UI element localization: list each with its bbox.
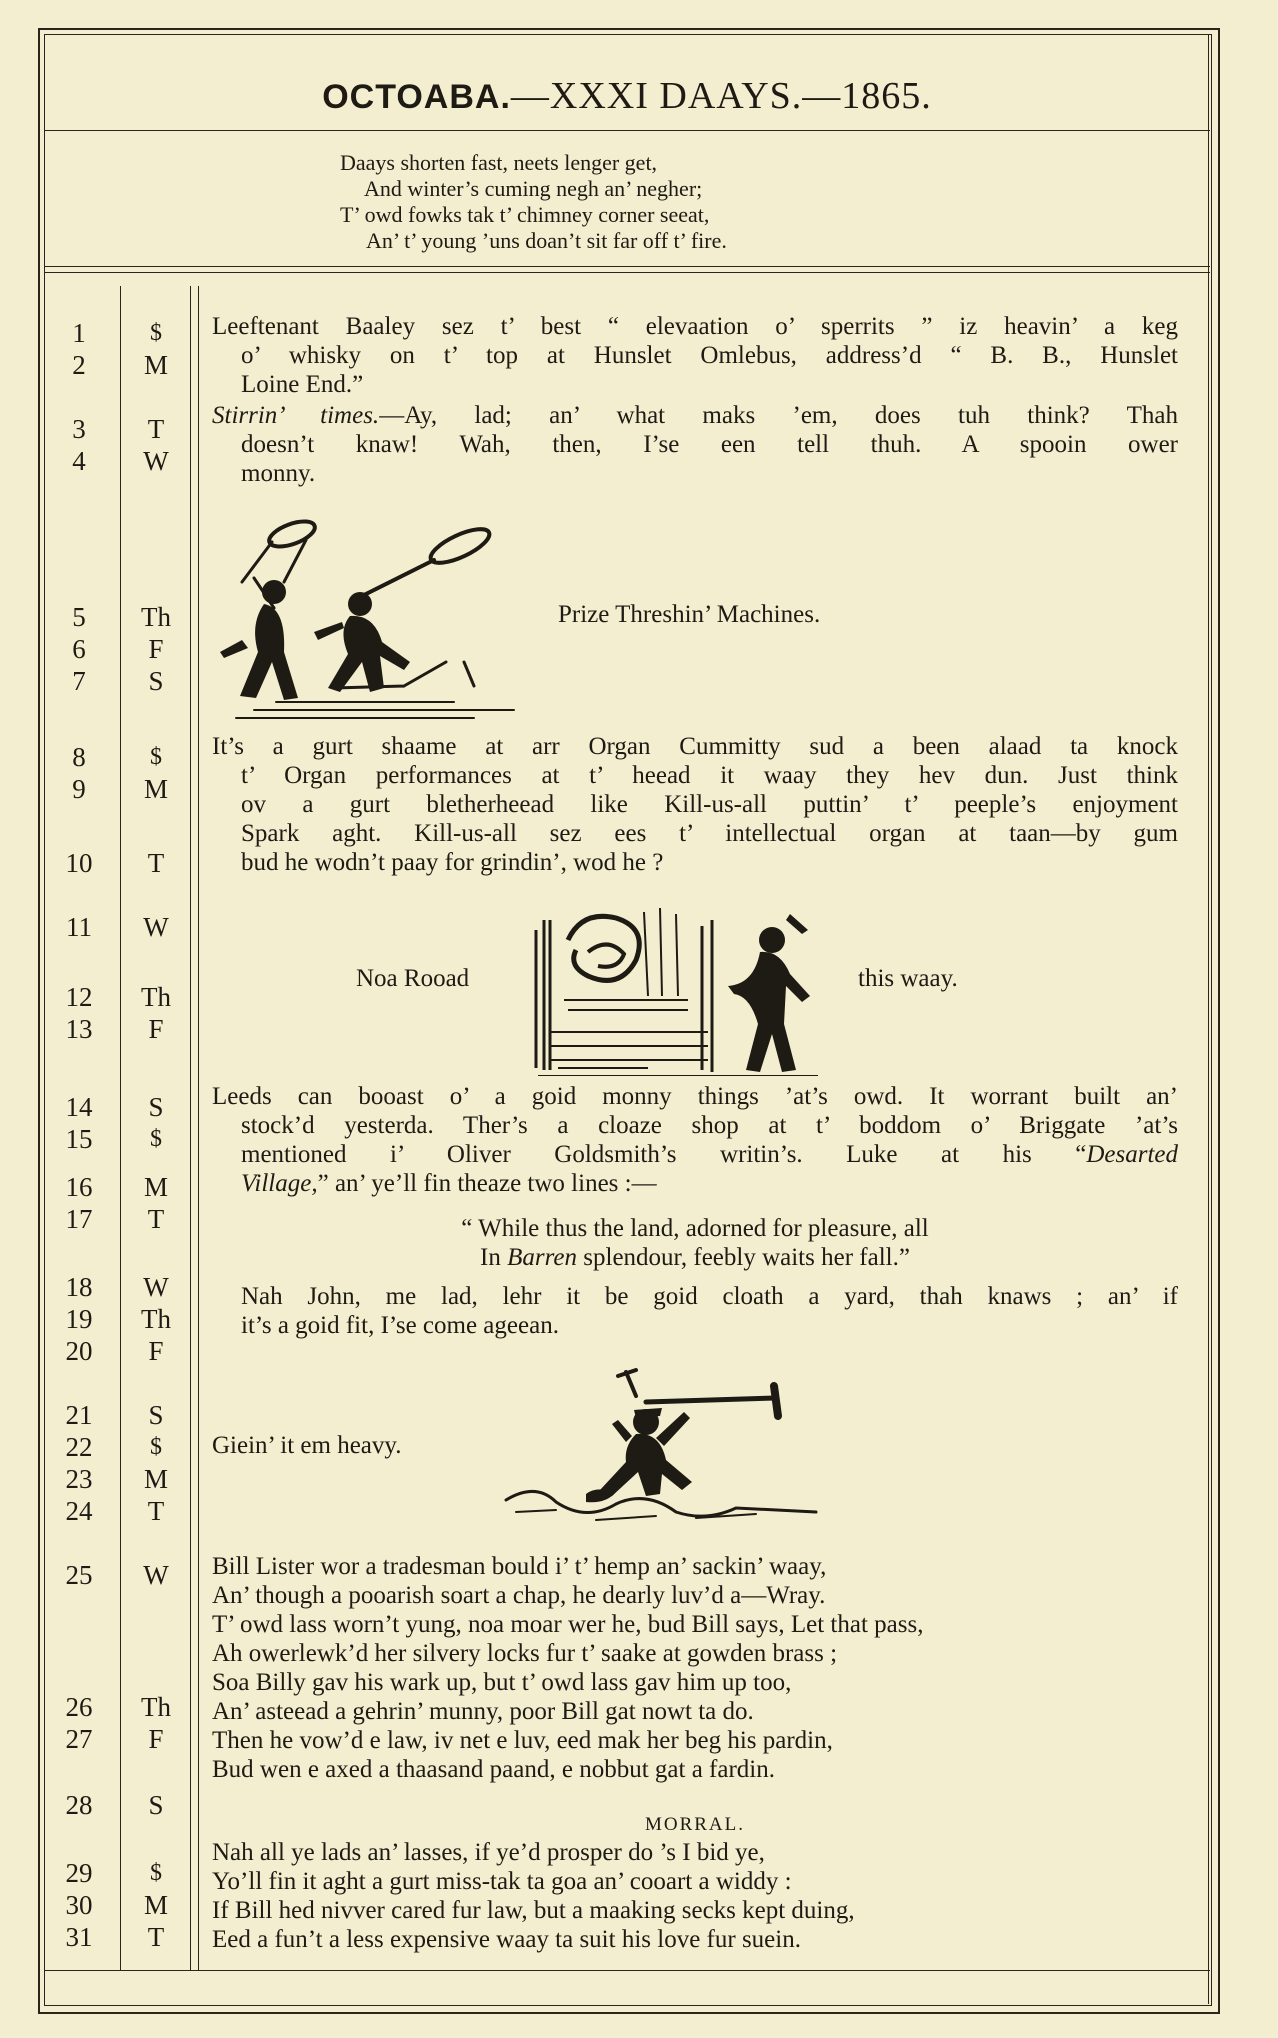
calendar-date: 21 [65, 1400, 93, 1430]
moral-line: Nah all ye lads an’ lasses, if ye’d prosper do ’s I bid ye, [212, 1839, 765, 1866]
calendar-weekday: Th [141, 602, 171, 632]
paragraph-stirrin-times [212, 401, 1178, 488]
motto-line: T’ owd fowks tak t’ chimney corner seeat, [340, 202, 710, 227]
quote-line: splendour, feebly waits her fall.” [577, 1244, 910, 1271]
calendar-weekday: T [147, 1496, 165, 1526]
calendar-date: 1 [72, 318, 86, 348]
text-line: —Ay, lad; an’ what maks ’em, does tuh think? Thah [379, 402, 1178, 429]
calendar-date: 5 [72, 602, 86, 632]
text-line: Loine End.” [241, 371, 364, 398]
day-column-rule-1 [190, 286, 191, 1970]
calendar-weekday: T [147, 1922, 165, 1952]
text-line: Leeds can booast o’ a goid monny things ’at’s owd. It worrant built an’ [212, 1083, 1178, 1110]
calendar-weekday: F [148, 634, 164, 664]
day-column-rule-2 [198, 286, 199, 1970]
moral-line: Yo’ll fin it aght a gurt miss-tak ta goa an’ cooart a widdy : [212, 1868, 792, 1895]
motto-verse [340, 150, 980, 254]
calendar-weekday: S [148, 1790, 164, 1820]
motto-line: Daays shorten fast, neets lenger get, [340, 150, 658, 175]
text-line: t’ Organ performances at t’ heead it waay they hev dun. Just think [241, 762, 1178, 789]
calendar-date: 11 [66, 912, 92, 942]
quote-line: “ While thus the land, adorned for pleasure, all [461, 1215, 929, 1242]
calendar-weekday: M [143, 1890, 168, 1920]
calendar-weekday: F [148, 1336, 164, 1366]
poem-bill-lister [212, 1552, 1178, 1784]
caption-giein: Giein’ it em heavy. [212, 1432, 402, 1459]
poem-line: An’ asteead a gehrin’ munny, poor Bill gat nowt ta do. [212, 1698, 754, 1725]
text-line: Nah John, me lad, lehr it be goid cloath a yard, thah knaws ; an’ if [241, 1283, 1178, 1310]
calendar-weekday: Th [141, 1692, 171, 1722]
calendar-date: 28 [65, 1790, 93, 1820]
hammer-man-illustration [496, 1362, 818, 1530]
calendar-date: 6 [72, 634, 86, 664]
text-line: stock’d yesterda. Ther’s a cloaze shop at t’ boddom o’ Briggate ’at’s [241, 1112, 1178, 1139]
calendar-date: 17 [65, 1204, 93, 1234]
title-rest: —XXXI DAAYS.—1865. [510, 75, 932, 117]
calendar-weekday: T [147, 414, 165, 444]
calendar-weekday: W [143, 1560, 169, 1590]
calendar-weekday: F [148, 1724, 164, 1754]
poem-line: Soa Billy gav his wark up, but t’ owd lass gav him up too, [212, 1669, 792, 1696]
calendar-date: 27 [65, 1724, 93, 1754]
calendar-weekday: S [148, 1400, 164, 1430]
calendar-weekday: T [147, 1204, 165, 1234]
calendar-date: 3 [72, 414, 86, 444]
calendar-weekday: S [148, 666, 164, 696]
text-line: It’s a gurt shaame at arr Organ Cummitty sud a been alaad ta knock [212, 733, 1178, 760]
caption-this-waay: this waay. [858, 965, 958, 992]
poem-line: Ah owerlewk’d her silvery locks fur t’ saake at gowden brass ; [212, 1640, 838, 1667]
sunday-symbol: $ [150, 1434, 162, 1460]
motto-line: An’ t’ young ’uns doan’t sit far off t’ fire. [366, 228, 727, 253]
calendar-date: 18 [65, 1272, 93, 1302]
moral-line: If Bill hed nivver cared fur law, but a maaking secks kept duing, [212, 1897, 855, 1924]
text-line: Spark aght. Kill-us-all sez ees t’ intellectual organ at taan—by gum [241, 820, 1178, 847]
sunday-symbol: $ [150, 1126, 162, 1152]
paragraph-nah-john [212, 1282, 1178, 1340]
text-line: mentioned i’ Oliver Goldsmith’s writin’s. Luke at his “ [241, 1141, 1087, 1168]
calendar-weekday: Th [141, 982, 171, 1012]
text-line: Leeftenant Baaley sez t’ best “ elevaation o’ sperrits ” iz heavin’ a keg [212, 313, 1178, 340]
text-line: o’ whisky on t’ top at Hunslet Omlebus, address’d “ B. B., Hunslet [241, 342, 1178, 369]
paragraph-organ-committee [212, 732, 1178, 877]
calendar-date: 9 [72, 774, 86, 804]
text-line: ov a gurt bletherheead like Kill-us-all puttin’ t’ peeple’s enjoyment [241, 791, 1178, 818]
poem-line: An’ though a pooarish soart a chap, he dearly luv’d a—Wray. [212, 1582, 826, 1609]
threshing-figures-illustration [214, 512, 554, 724]
sunday-symbol: $ [150, 1860, 162, 1886]
caption-noa-rooad: Noa Rooad [356, 965, 470, 992]
calendar-date: 13 [65, 1014, 93, 1044]
calendar-date: 22 [65, 1432, 93, 1462]
paragraph-hunslet [212, 312, 1178, 399]
moral-line: Eed a fun’t a less expensive waay ta suit his love fur suein. [212, 1926, 801, 1953]
poem-line: Then he vow’d e law, iv net e luv, eed mak her beg his pardin, [212, 1727, 833, 1754]
calendar-date: 8 [72, 742, 86, 772]
text-line: it’s a goid fit, I’se come ageean. [241, 1312, 559, 1339]
text-line: bud he wodn’t paay for grindin’, wod he ? [241, 849, 664, 876]
text-line: ” an’ ye’ll fin theaze two lines :— [317, 1170, 657, 1197]
text-line: doesn’t knaw! Wah, then, I’se een tell thuh. A spooin ower [241, 431, 1178, 458]
calendar-date: 26 [65, 1692, 93, 1722]
title-month: OCTOABA. [322, 78, 511, 116]
calendar-date: 16 [65, 1172, 93, 1202]
calendar-weekday: S [148, 1092, 164, 1122]
poem-line: Bill Lister wor a tradesman bould i’ t’ hemp an’ sackin’ waay, [212, 1553, 827, 1580]
text-line: monny. [241, 460, 316, 487]
italic-phrase: Village, [241, 1170, 318, 1197]
calendar-date: 2 [72, 350, 86, 380]
gate-and-figure-illustration [528, 900, 846, 1076]
italic-phrase: Stirrin’ times. [212, 402, 380, 429]
calendar-date: 7 [72, 666, 86, 696]
calendar-weekday: Th [141, 1304, 171, 1334]
bottom-rule [44, 1970, 1210, 1971]
calendar-weekday: W [143, 1272, 169, 1302]
calendar-weekday: W [143, 912, 169, 942]
poem-line: Bud wen e axed a thaasand paand, e nobbut gat a fardin. [212, 1756, 775, 1783]
calendar-date: 20 [65, 1336, 93, 1366]
calendar-weekday: T [147, 848, 165, 878]
sunday-symbol: $ [150, 320, 162, 346]
title-rule [44, 130, 1210, 131]
calendar-date: 24 [65, 1496, 93, 1526]
calendar-weekday: M [143, 774, 168, 804]
calendar-weekday: M [143, 1172, 168, 1202]
goldsmith-quote [212, 1214, 1178, 1272]
motto-rule-bottom [44, 272, 1210, 273]
right-border-double [1208, 34, 1209, 2004]
calendar-date: 29 [65, 1858, 93, 1888]
calendar-date: 31 [65, 1922, 93, 1952]
calendar-date: 14 [65, 1092, 93, 1122]
calendar-date: 25 [65, 1560, 93, 1590]
poem-line: T’ owd lass worn’t yung, noa moar wer he, bud Bill says, Let that pass, [212, 1611, 924, 1638]
calendar-weekday: F [148, 1014, 164, 1044]
motto-rule-top [44, 266, 1210, 267]
moral-verse [212, 1838, 1178, 1954]
calendar-weekday: W [143, 446, 169, 476]
calendar-date: 12 [65, 982, 93, 1012]
calendar-weekday: M [143, 1464, 168, 1494]
date-column-rule [120, 286, 121, 1970]
moral-heading: MORRAL. [644, 1814, 746, 1835]
calendar-date: 30 [65, 1890, 93, 1920]
quote-line: In [480, 1244, 508, 1271]
calendar-date: 23 [65, 1464, 93, 1494]
calendar-date: 10 [65, 848, 93, 878]
italic-phrase: Barren [507, 1244, 578, 1271]
sunday-symbol: $ [150, 744, 162, 770]
motto-line: And winter’s cuming negh an’ negher; [364, 176, 703, 201]
calendar-weekday: M [143, 350, 168, 380]
page-title [44, 74, 1210, 118]
calendar-date: 4 [72, 446, 86, 476]
paragraph-leeds [212, 1082, 1178, 1198]
italic-phrase: Desarted [1086, 1141, 1178, 1168]
caption-threshing: Prize Threshin’ Machines. [558, 601, 821, 628]
calendar-date: 15 [65, 1124, 93, 1154]
calendar-date: 19 [65, 1304, 93, 1334]
